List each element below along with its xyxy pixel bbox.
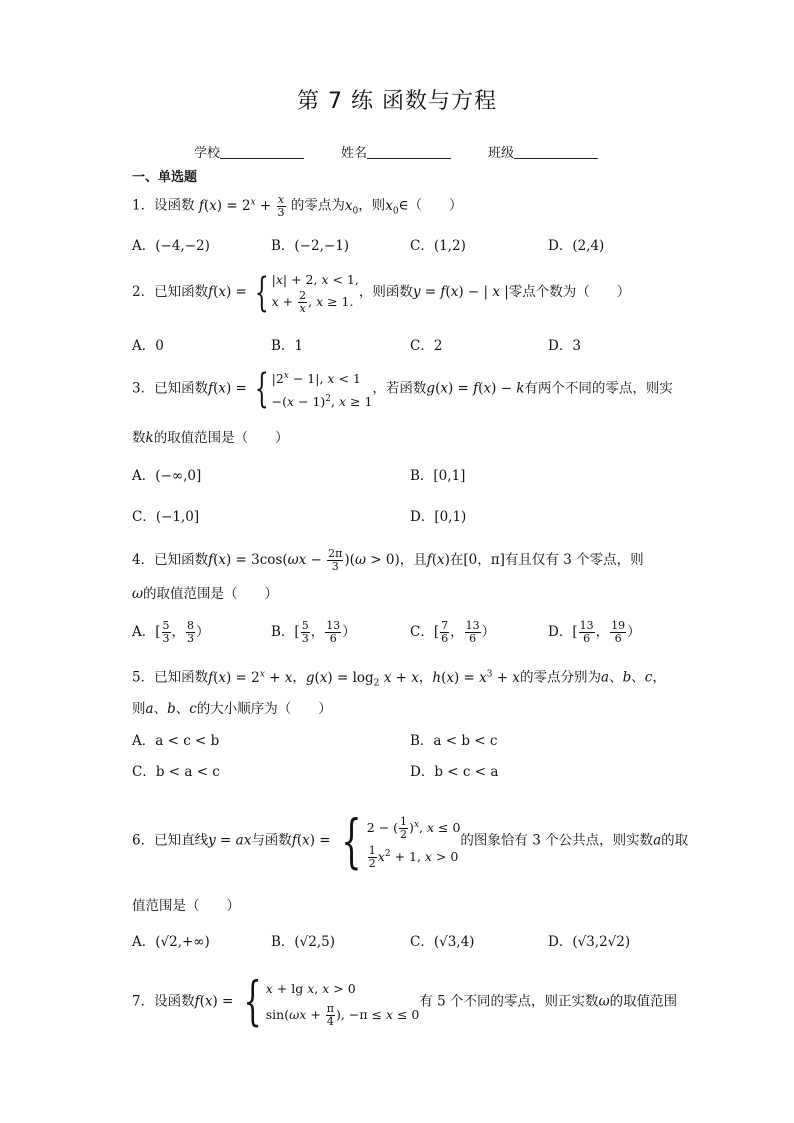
question-2-stem: 2．已知函数f(x) = { |x| + 2, x < 1, x + $\frac{2}{x}$ , x ≥ 1. ，则函数y = f(x) − | x |零点个数为（ ） bbox=[132, 269, 631, 316]
class-label: 班级 bbox=[488, 146, 515, 161]
question-5-option-c[interactable]: C．b < a < c bbox=[132, 764, 220, 780]
name-field bbox=[341, 142, 451, 161]
question-4-option-c[interactable]: C．[ $\frac{7}{6}$ ， $\frac{13}{6}$ ） bbox=[410, 619, 496, 645]
question-4-stem: 4．已知函数f(x) = 3cos(ωx − $\frac{2\pi}{3}$ )(ω > 0)，且f(x)在[0，π]有且仅有 3 个零点，则 bbox=[132, 547, 644, 573]
question-2-option-a[interactable]: A．0 bbox=[132, 338, 164, 354]
question-3-option-c[interactable]: C．(−1,0] bbox=[132, 509, 200, 525]
school-blank bbox=[220, 146, 304, 159]
school-field bbox=[194, 142, 304, 161]
question-6-option-a[interactable]: A．(√2,+∞) bbox=[132, 934, 210, 950]
question-1-option-a[interactable]: A．(−4,−2) bbox=[132, 238, 210, 254]
question-6-option-b[interactable]: B．(√2,5) bbox=[271, 934, 336, 950]
page-title: 第 7 练 函数与方程 bbox=[297, 89, 497, 114]
section-heading: 一、单选题 bbox=[132, 170, 198, 185]
question-4-option-d[interactable]: D．[ $\frac{13}{6}$ ， $\frac{19}{6}$ ） bbox=[548, 619, 641, 645]
question-1-option-c[interactable]: C．(1,2) bbox=[410, 238, 466, 254]
question-5-option-d[interactable]: D．b < c < a bbox=[410, 764, 499, 780]
question-6-option-d[interactable]: D．(√3,2√2) bbox=[548, 934, 631, 950]
name-blank bbox=[367, 146, 451, 159]
question-6-stem: 6．已知直线y = ax与函数f(x) = { 2 − ( $\frac{1}{2}$ )$^x$, x ≤ 0 $\frac{1}{2}$ $x^2 + 1$, x > 0 的图象恰有 3 个公共点，则实数a的取 bbox=[132, 807, 689, 876]
question-6-stem-line2: 值范围是（ ） bbox=[132, 898, 240, 914]
class-blank bbox=[514, 146, 598, 159]
question-5-option-b[interactable]: B．a < b < c bbox=[410, 733, 498, 749]
question-6-option-c[interactable]: C．(√3,4) bbox=[410, 934, 475, 950]
question-2-option-b[interactable]: B．1 bbox=[271, 338, 304, 354]
question-5-stem-line2: 则a、b、c的大小顺序为（ ） bbox=[132, 701, 332, 717]
question-2-option-d[interactable]: D．3 bbox=[548, 338, 581, 354]
question-3-option-d[interactable]: D．[0,1) bbox=[410, 509, 467, 525]
question-3-stem: 3．已知函数f(x) = { $|2^x - 1|$, x < 1 $-(x - 1)^2$, x ≥ 1 ，若函数g(x) = f(x) − k有两个不同的零点，则实 bbox=[132, 366, 673, 413]
question-1-option-b[interactable]: B．(−2,−1) bbox=[271, 238, 350, 254]
question-4-stem-line2: ω的取值范围是（ ） bbox=[132, 586, 279, 602]
class-field bbox=[488, 142, 598, 161]
question-3-option-a[interactable]: A．(−∞,0] bbox=[132, 468, 202, 484]
question-4-option-b[interactable]: B．[ $\frac{5}{3}$ ， $\frac{13}{6}$ ） bbox=[271, 619, 356, 645]
school-label: 学校 bbox=[194, 146, 221, 161]
question-7-stem: 7．设函数f(x) = { x + lg x, x > 0 sin(ωx + $\frac{\pi}{4}$ ), −π ≤ x ≤ 0 有 5 个不同的零点，则正实数ω的取值范围 bbox=[132, 972, 678, 1032]
question-2-option-c[interactable]: C．2 bbox=[410, 338, 443, 354]
question-3-option-b[interactable]: B．[0,1] bbox=[410, 468, 466, 484]
question-4-option-a[interactable]: A．[ $\frac{5}{3}$ ， $\frac{8}{3}$ ） bbox=[132, 619, 210, 645]
question-5-option-a[interactable]: A．a < c < b bbox=[132, 733, 220, 749]
question-3-stem-line2: 数k的取值范围是（ ） bbox=[132, 430, 289, 446]
name-label: 姓名 bbox=[341, 146, 368, 161]
question-5-stem: 5．已知函数$f(x) = 2^x + x$，$g(x) = \log_2 x + x$，$h(x) = x^3 + x$的零点分别为a、b、c， bbox=[132, 669, 666, 689]
question-1-option-d[interactable]: D．(2,4) bbox=[548, 238, 605, 254]
question-1-stem: 1．设函数 $f(x) = 2^x$ + $\frac{x}{3}$ 的零点为$x_0$，则$x_0\in$（ ） bbox=[132, 192, 463, 219]
